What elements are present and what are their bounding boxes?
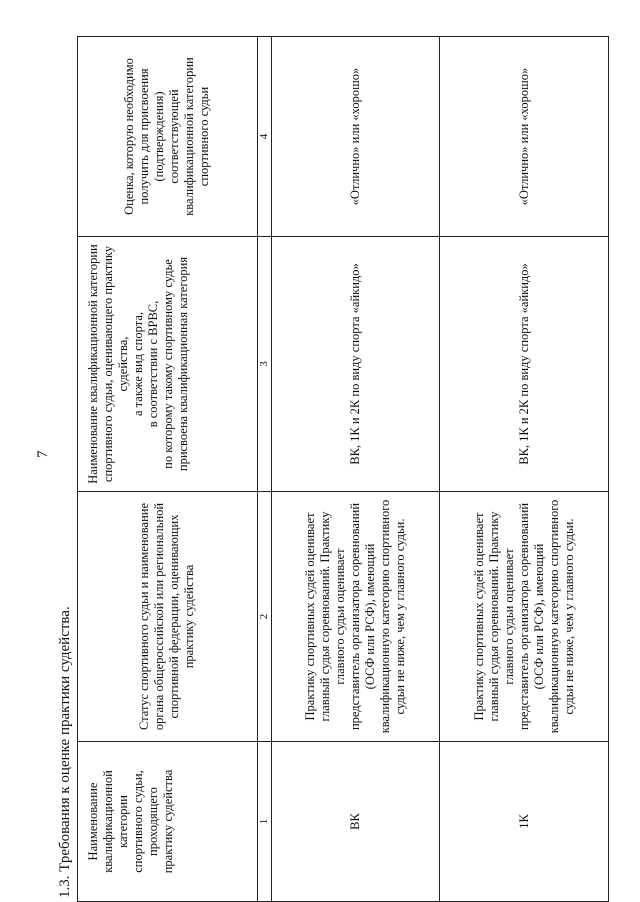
column-number-row — [257, 37, 271, 902]
column-number: 2 — [257, 492, 271, 742]
section-heading: 1.3. Требования к оценке практики судейства. — [57, 606, 73, 898]
header-cell-category: Наименование квалификационной категории спортивного судьи, проходящего практику судейства — [78, 742, 258, 902]
grade-cell: «Отлично» или «хорошо» — [271, 37, 440, 237]
requirements-table — [77, 36, 609, 902]
status-cell: Практику спортивных судей оценивает главный судья соревнований. Практику главного судьи оценивает представитель организатора соревнований (ОСФ или РСФ), имеющий квалификационную категорию спортивного судьи не ниже, чем у главного судьи. — [440, 492, 609, 742]
page-number: 7 — [35, 450, 51, 458]
table-row — [271, 37, 440, 902]
header-cell-grade: Оценка, которую необходимо получить для присвоения (подтверждения) соответствующей квалификационной категории спортивного судьи — [78, 37, 258, 237]
grade-cell: «Отлично» или «хорошо» — [440, 37, 609, 237]
header-cell-evaluator: Наименование квалификационной категории спортивного судьи, оценивающего практику судейства, а также вид спорта, в соответствии с ВРВС, по которому такому спортивному судье присвоена квалификационная категория — [78, 237, 258, 492]
category-cell: ВК — [271, 742, 440, 902]
category-cell: 1К — [440, 742, 609, 902]
evaluator-cell: ВК, 1К и 2К по виду спорта «айкидо» — [440, 237, 609, 492]
table-row — [440, 37, 609, 902]
header-cell-status: Статус спортивного судьи и наименование органа общероссийской или региональной спортивной федерации, оценивающих практику судейства — [78, 492, 258, 742]
evaluator-cell: ВК, 1К и 2К по виду спорта «айкидо» — [271, 237, 440, 492]
column-number: 3 — [257, 237, 271, 492]
column-number: 4 — [257, 37, 271, 237]
column-number: 1 — [257, 742, 271, 902]
status-cell: Практику спортивных судей оценивает главный судья соревнований. Практику главного судьи оценивает представитель организатора соревнований (ОСФ или РСФ), имеющий квалификационную категорию спортивного судьи не ниже, чем у главного судьи. — [271, 492, 440, 742]
table-header-row — [78, 37, 258, 902]
